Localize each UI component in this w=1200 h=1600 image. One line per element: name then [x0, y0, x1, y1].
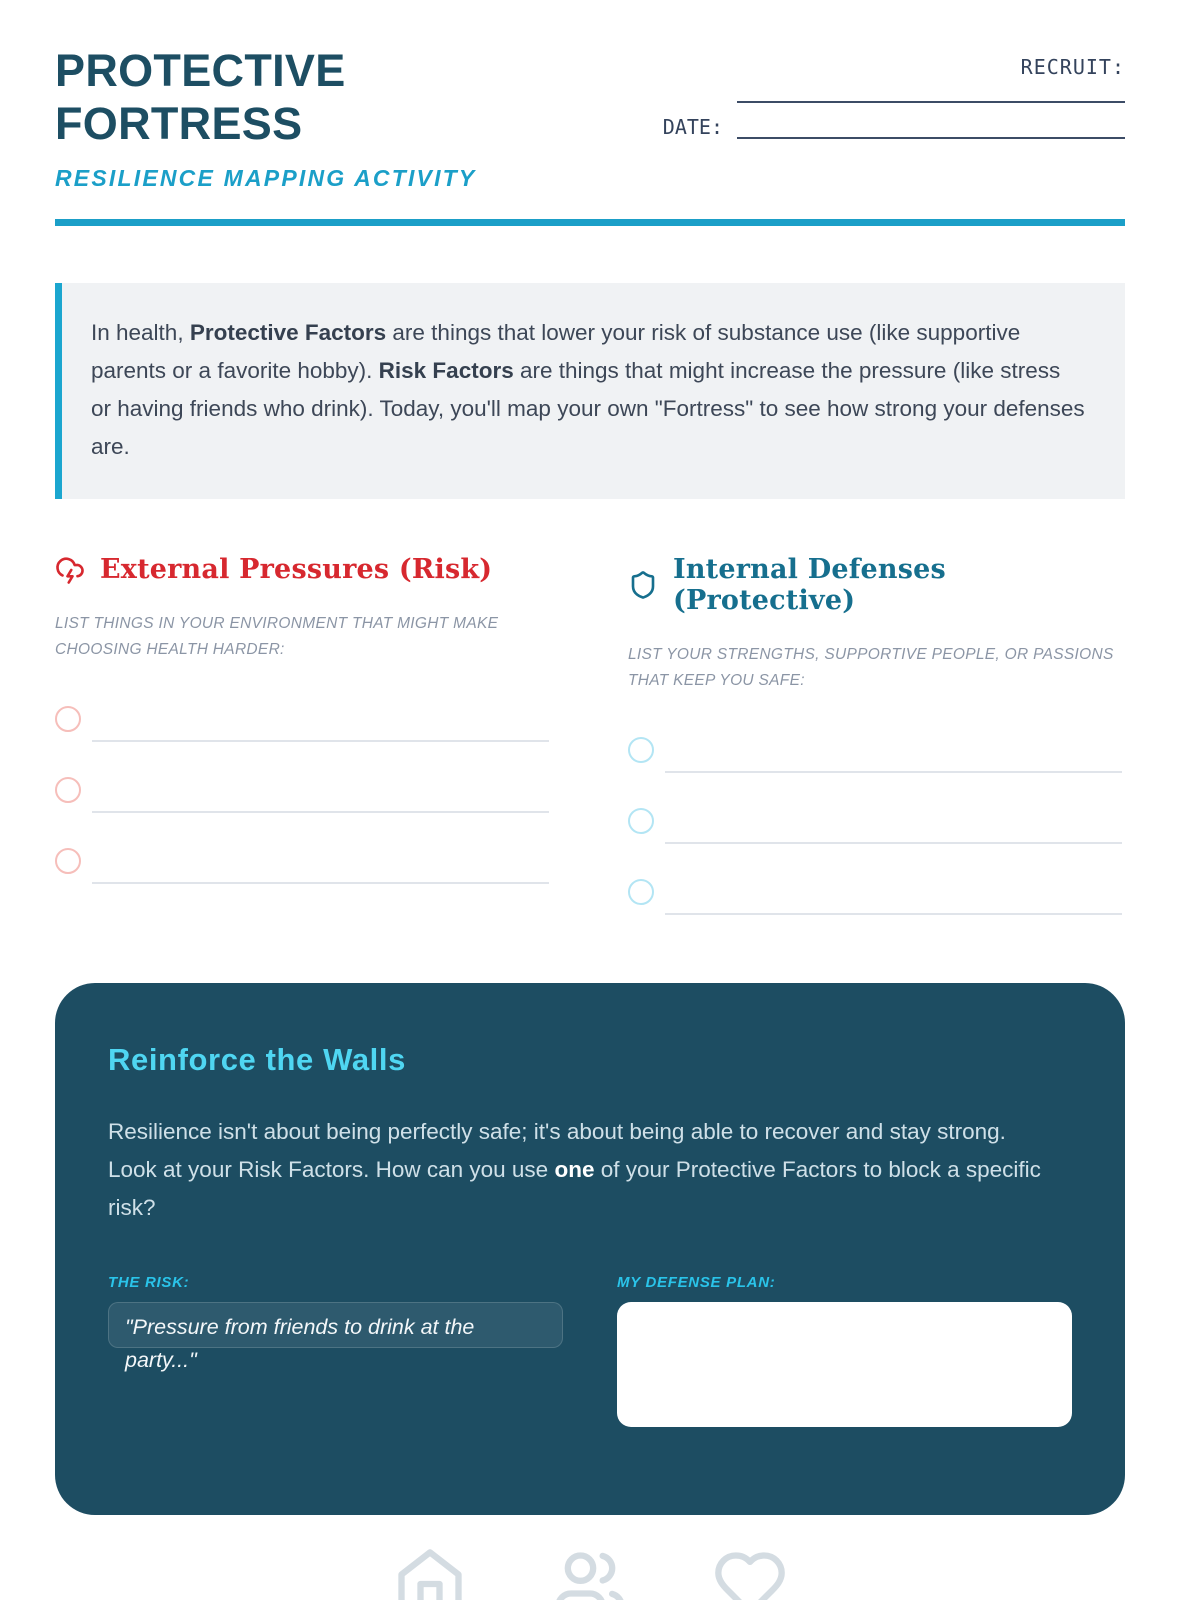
date-label: DATE:: [662, 115, 723, 139]
defense-plan-input-box[interactable]: [617, 1302, 1072, 1427]
risk-entry-line[interactable]: [92, 811, 549, 813]
protective-entry-row: [628, 808, 1125, 879]
defense-plan-label: MY DEFENSE PLAN:: [617, 1274, 776, 1292]
panel-columns: [108, 1274, 1072, 1427]
accent-divider: [55, 219, 1125, 226]
recruit-label: RECRUIT:: [1020, 55, 1125, 79]
header: [55, 0, 1125, 192]
risk-entry-row: [55, 777, 552, 848]
risk-bullet-circle: [55, 848, 81, 874]
protective-bullet-circle: [628, 737, 654, 763]
recruit-form: [655, 45, 1125, 192]
reinforce-panel-paragraph: [108, 1113, 1058, 1227]
protective-entry-row: [628, 879, 1125, 950]
intro-text: are things that might increase the pressure (like stress or having friends who drink). Today, you'll map your own "Fortress" to see how strong your defenses are.: [91, 358, 1085, 460]
shield-icon: [628, 570, 658, 600]
protective-entry-line[interactable]: [665, 913, 1122, 915]
intro-bold-protective-factors: Protective Factors: [189, 320, 387, 346]
risk-entry-line[interactable]: [92, 882, 549, 884]
risk-entry-row: [55, 706, 552, 777]
protective-column: [628, 554, 1125, 950]
risk-column-instructions: LIST THINGS IN YOUR ENVIRONMENT THAT MIGHT MAKE CHOOSING HEALTH HARDER:: [55, 615, 499, 659]
intro-bold-risk-factors: Risk Factors: [378, 358, 514, 384]
risk-column-header: [55, 554, 552, 585]
risk-plan-column: [108, 1274, 563, 1427]
panel-text: Resilience isn't about being perfectly safe; it's about being able to recover and stay strong. Look at your Risk Factors. How can you use: [108, 1119, 1006, 1183]
protective-entry-row: [628, 737, 1125, 808]
page-title-line1: PROTECTIVE: [55, 45, 346, 96]
cloud-lightning-icon: [55, 555, 85, 585]
intro-text: In health,: [91, 320, 190, 346]
protective-column-title: Internal Defenses (Protective): [673, 554, 946, 617]
risk-entry-line[interactable]: [92, 740, 549, 742]
risk-bullet-circle: [55, 706, 81, 732]
protective-entry-line[interactable]: [665, 771, 1122, 773]
the-risk-label: THE RISK:: [108, 1274, 190, 1292]
risk-example-box[interactable]: [108, 1302, 563, 1373]
reinforce-panel-title: Reinforce the Walls: [108, 1042, 406, 1078]
page-subtitle: RESILIENCE MAPPING ACTIVITY: [55, 165, 477, 192]
reinforce-panel: [55, 983, 1125, 1515]
footer-icon-row: [55, 1546, 1125, 1600]
page-title-line2: FORTRESS: [55, 97, 303, 149]
panel-bold-one: one: [554, 1157, 595, 1183]
defense-plan-column: [617, 1274, 1072, 1427]
page-title: [55, 45, 476, 150]
risk-entry-row: [55, 848, 552, 919]
panel-text: of your Protective Factors to block a specific risk?: [108, 1157, 1041, 1221]
heart-icon: [712, 1546, 788, 1600]
risk-entries: [55, 706, 552, 919]
users-icon: [552, 1546, 628, 1600]
recruit-input-line[interactable]: [737, 79, 1125, 103]
protective-entries: [628, 737, 1125, 950]
intro-callout: [55, 283, 1125, 499]
risk-column-title: External Pressures (Risk): [100, 554, 493, 586]
protective-bullet-circle: [628, 879, 654, 905]
risk-bullet-circle: [55, 777, 81, 803]
protective-bullet-circle: [628, 808, 654, 834]
home-icon: [392, 1546, 468, 1600]
protective-entry-line[interactable]: [665, 842, 1122, 844]
date-row: [655, 115, 1125, 139]
protective-column-instructions: LIST YOUR STRENGTHS, SUPPORTIVE PEOPLE, OR PASSIONS THAT KEEP YOU SAFE:: [628, 646, 1114, 690]
intro-text: are things that lower your risk of substance use (like supportive parents or a favorite hobby).: [91, 320, 1021, 384]
date-input-line[interactable]: [737, 119, 1125, 139]
header-left: [55, 45, 476, 192]
risk-column: [55, 554, 552, 950]
factor-columns: [55, 554, 1125, 950]
protective-column-header: [628, 554, 1125, 616]
risk-example-text: "Pressure from friends to drink at the party...": [125, 1315, 475, 1373]
